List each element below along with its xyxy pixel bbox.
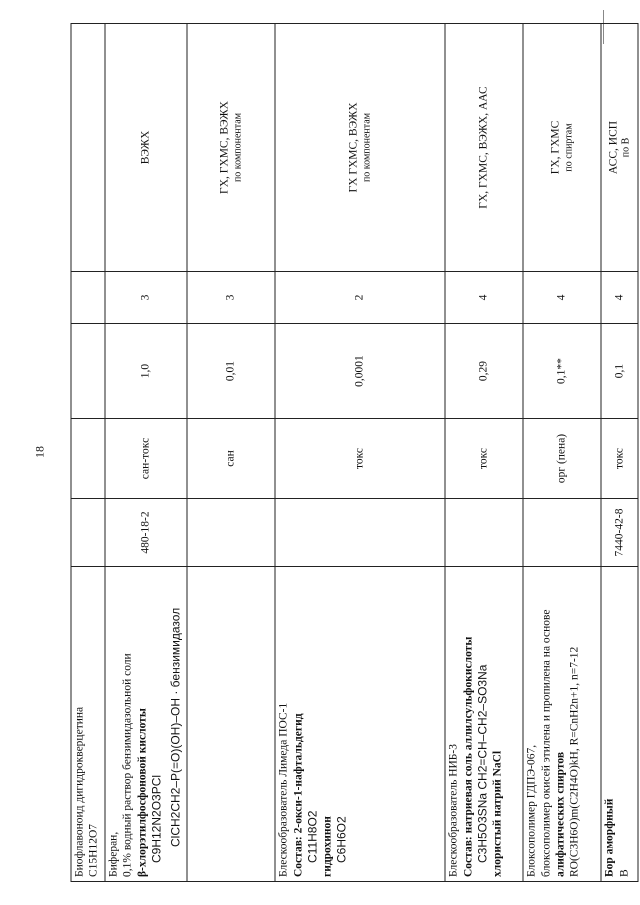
- substance-name-cell: [445, 567, 523, 882]
- substance-name-line: RO(C3H6O)m(C2H4O)kH, R=CnH2n+1, n=7-12: [568, 646, 581, 877]
- limit-value-cell: 0,01: [187, 324, 275, 419]
- cas-number-cell: 7440-42-8: [601, 499, 638, 567]
- analysis-method: ГХ ГХМС, ВЭЖХ: [347, 102, 360, 193]
- limit-value-cell: 0,0001: [275, 324, 445, 419]
- substance-name-line: Бор аморфный: [603, 798, 616, 877]
- analysis-method-cell: [523, 24, 601, 272]
- substance-name-cell: [275, 567, 445, 882]
- substance-name-line: Блескообразователь Лимеда ПОС-1: [277, 702, 290, 877]
- substance-name-line: Блескообразователь НИБ-3: [447, 744, 460, 877]
- cas-number-cell: [187, 499, 275, 567]
- hazard-sign-cell: токс: [601, 419, 638, 499]
- cas-number-cell: [523, 499, 601, 567]
- substance-name-line: блоксополимер окисей этилена и пропилена на основе: [539, 609, 552, 877]
- table-row: [601, 24, 638, 882]
- substance-name-line: гидрохинон: [320, 816, 333, 877]
- substance-table: [70, 23, 638, 882]
- substance-name-line: C11H8O2: [304, 810, 319, 863]
- table-row: [187, 24, 275, 882]
- table-row: [105, 24, 187, 882]
- substance-name-cell: [71, 567, 105, 882]
- limit-value-cell: 0,1**: [523, 324, 601, 419]
- hazard-sign-cell: [71, 419, 105, 499]
- analysis-method-cell: [275, 24, 445, 272]
- analysis-method-cell: [105, 24, 187, 272]
- substance-name-cell: [105, 567, 187, 882]
- analysis-method-cell: [601, 24, 638, 272]
- hazard-sign-cell: токс: [445, 419, 523, 499]
- analysis-method-cell: [445, 24, 523, 272]
- substance-name-line: B: [617, 869, 630, 877]
- substance-name-line: 0,1% водный раствор бензимидазольной соли: [121, 653, 134, 877]
- analysis-method-note: по спиртам: [562, 123, 574, 172]
- substance-name-line: Биферан,: [107, 831, 119, 877]
- table-row: [71, 24, 105, 882]
- table-row: [445, 24, 523, 882]
- limit-value-cell: 0,1: [601, 324, 638, 419]
- hazard-class-cell: 4: [445, 272, 523, 324]
- substance-table-rotated: [70, 24, 635, 882]
- substance-table-frame: [70, 24, 635, 882]
- substance-name-line: C15H12O7: [87, 823, 100, 877]
- substance-name-cell: [601, 567, 638, 882]
- analysis-method-note: по компонентам: [360, 112, 372, 183]
- substance-name-line: β-хлорэтилфосфоновой кислоты: [135, 708, 148, 877]
- substance-name-line: C6H6O2: [334, 816, 349, 863]
- cas-number-cell: 480-18-2: [105, 499, 187, 567]
- analysis-method-cell: [187, 24, 275, 272]
- hazard-sign-cell: токс: [275, 419, 445, 499]
- analysis-method: ГХ, ГХМС: [549, 120, 562, 175]
- page-number: 18: [32, 446, 47, 458]
- hazard-class-cell: 3: [105, 272, 187, 324]
- hazard-class-cell: 4: [601, 272, 638, 324]
- substance-name-line: Состав: 2-окси-1-нафтальдегид: [291, 713, 304, 877]
- substance-name-line: алифатических спиртов: [553, 751, 566, 877]
- substance-name-line: хлористый натрий NaCl: [490, 750, 503, 877]
- analysis-method-cell: [71, 24, 105, 272]
- analysis-method: ВЭЖХ: [139, 130, 152, 165]
- substance-name-line: Блоксополимер ГДПЭ-067,: [525, 744, 538, 877]
- cas-number-cell: [71, 499, 105, 567]
- hazard-sign-cell: сан-токс: [105, 419, 187, 499]
- hazard-class-cell: 4: [523, 272, 601, 324]
- hazard-class-cell: [71, 272, 105, 324]
- limit-value-cell: 0,29: [445, 324, 523, 419]
- substance-name-cell: [187, 567, 275, 882]
- substance-name-line: Состав: натриевая соль аллилсульфокислоты: [461, 636, 474, 877]
- analysis-method-note: по B: [620, 137, 632, 158]
- table-row: [523, 24, 601, 882]
- hazard-class-cell: 3: [187, 272, 275, 324]
- substance-name-cell: [523, 567, 601, 882]
- analysis-method: АСС, ИСП: [606, 120, 619, 175]
- substance-name-line: C3H5O3SNa CH2=CH–CH2–SO3Na: [474, 664, 489, 863]
- substance-name-line: Биофлавоноид дигидрокверцетина: [73, 706, 85, 877]
- cas-number-cell: [445, 499, 523, 567]
- table-row: [275, 24, 445, 882]
- limit-value-cell: 1,0: [105, 324, 187, 419]
- limit-value-cell: [71, 324, 105, 419]
- hazard-sign-cell: орг (пена): [523, 419, 601, 499]
- analysis-method-note: по компонентам: [231, 112, 243, 183]
- hazard-sign-cell: сан: [187, 419, 275, 499]
- substance-name-line: C9H12N2O3PCl: [149, 774, 164, 863]
- cas-number-cell: [275, 499, 445, 567]
- chemical-structure: ClCH2CH2–P(=O)(OH)–OH · бензимидазол: [168, 607, 183, 847]
- analysis-method: ГХ, ГХМС, ВЭЖХ, ААС: [477, 86, 490, 209]
- hazard-class-cell: 2: [275, 272, 445, 324]
- analysis-method: ГХ, ГХМС, ВЭЖХ: [218, 101, 231, 194]
